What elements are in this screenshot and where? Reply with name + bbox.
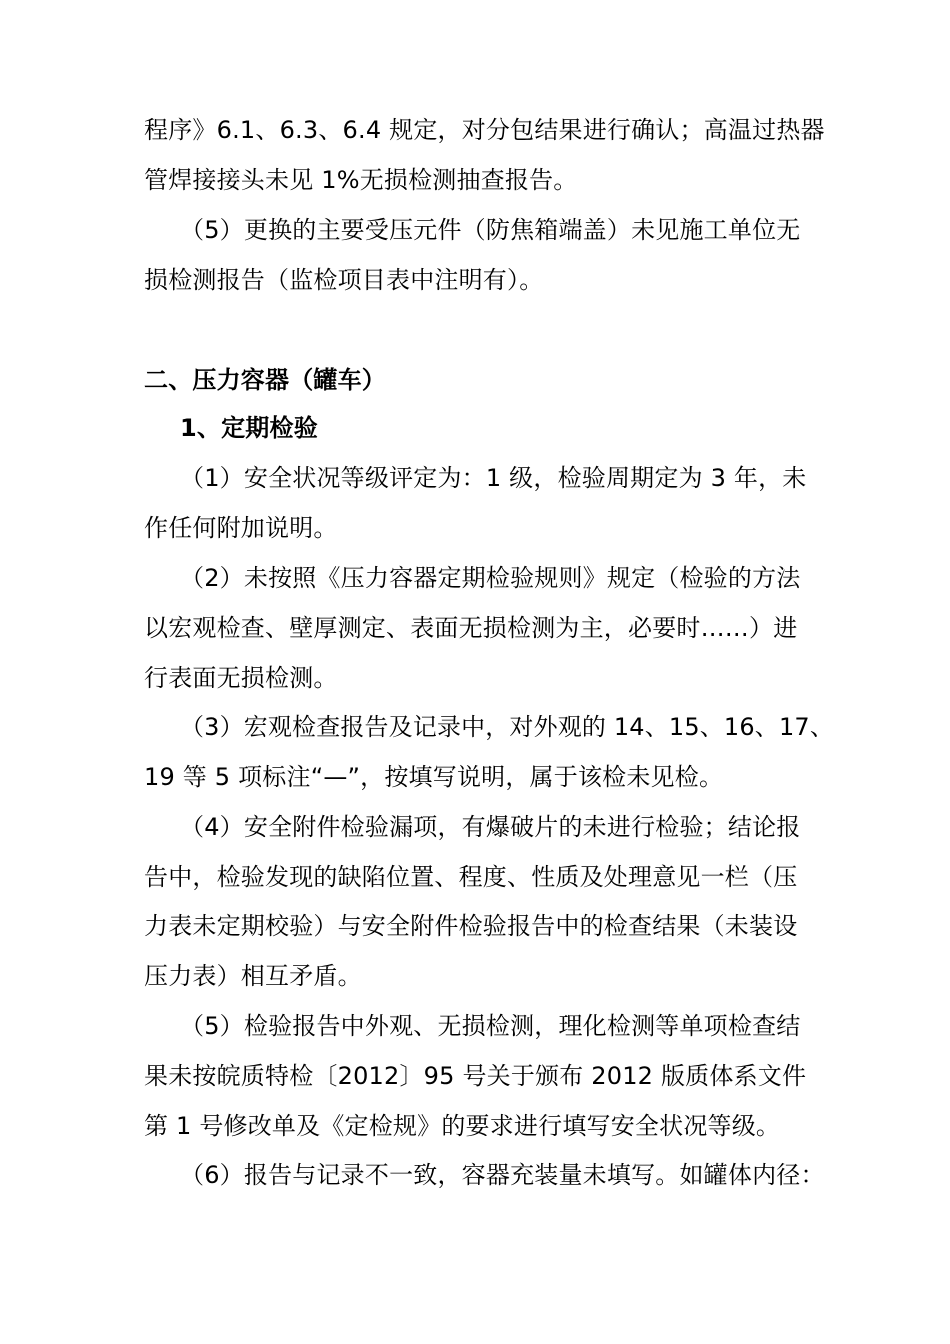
subsection-heading: 1、定期检验	[180, 414, 318, 442]
item-line: （5）检验报告中外观、无损检测，理化检测等单项检查结	[180, 1012, 801, 1040]
item-line: 19 等 5 项标注“—”，按填写说明，属于该检未见检。	[144, 763, 724, 791]
paragraph-line: （5）更换的主要受压元件（防焦箱端盖）未见施工单位无	[180, 216, 801, 244]
paragraph-line: 程序》6.1、6.3、6.4 规定，对分包结果进行确认；高温过热器	[144, 116, 825, 144]
item-line: 行表面无损检测。	[144, 664, 338, 692]
paragraph-line: 管焊接接头未见 1%无损检测抽查报告。	[144, 166, 578, 194]
paragraph-line: 损检测报告（监检项目表中注明有）。	[144, 266, 544, 294]
item-line: 果未按皖质特检〔2012〕95 号关于颁布 2012 版质体系文件	[144, 1062, 807, 1090]
item-line: （1）安全状况等级评定为：1 级，检验周期定为 3 年，未	[180, 464, 807, 492]
item-line: （3）宏观检查报告及记录中，对外观的 14、15、16、17、	[180, 713, 834, 741]
item-line: 以宏观检查、壁厚测定、表面无损检测为主，必要时……）进	[144, 614, 798, 642]
item-line: 作任何附加说明。	[144, 514, 338, 542]
item-line: 压力表）相互矛盾。	[144, 962, 362, 990]
section-heading: 二、压力容器（罐车）	[144, 366, 386, 394]
item-line: （2）未按照《压力容器定期检验规则》规定（检验的方法	[180, 564, 801, 592]
item-line: （6）报告与记录不一致，容器充装量未填写。如罐体内径：	[180, 1161, 825, 1189]
item-line: 告中，检验发现的缺陷位置、程度、性质及处理意见一栏（压	[144, 863, 798, 891]
item-line: 第 1 号修改单及《定检规》的要求进行填写安全状况等级。	[144, 1112, 781, 1140]
item-line: 力表未定期校验）与安全附件检验报告中的检查结果（未装设	[144, 912, 798, 940]
item-line: （4）安全附件检验漏项，有爆破片的未进行检验；结论报	[180, 813, 801, 841]
